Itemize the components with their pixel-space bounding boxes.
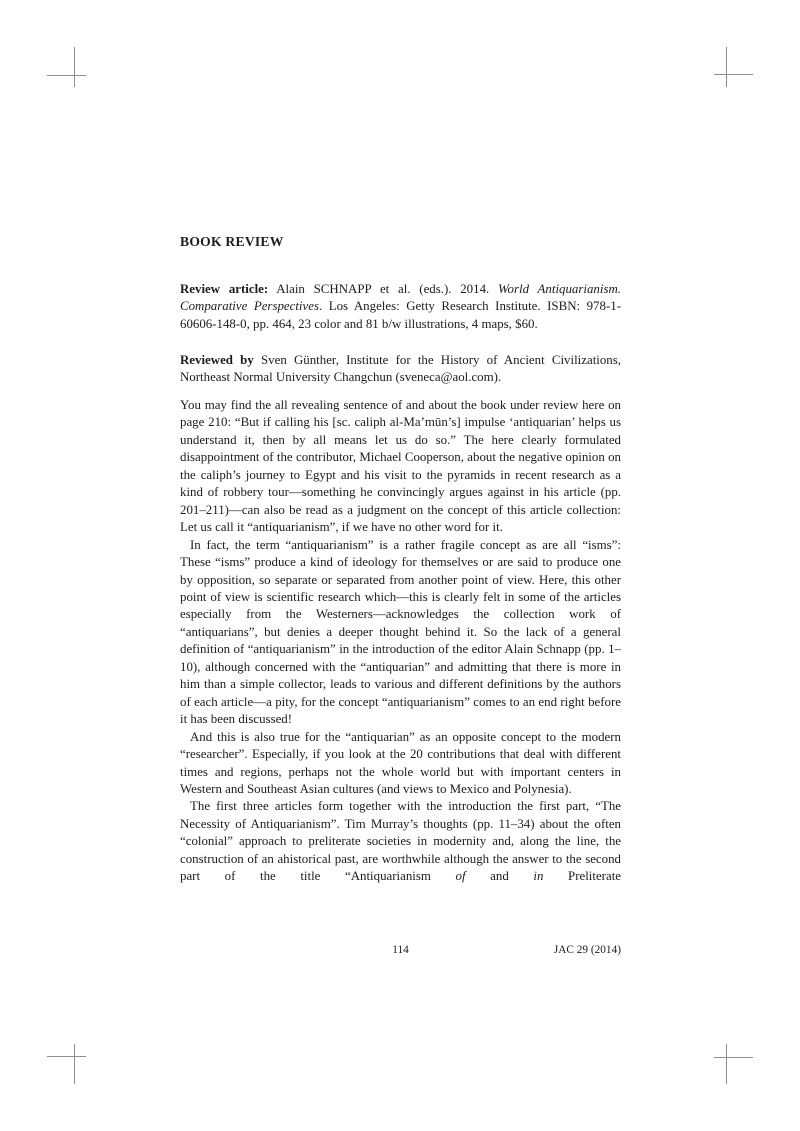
crop-mark-line [714,74,753,75]
text-run: The first three articles form together with the introduction the first part, “The Necessity of Antiquarianism”. Tim Murray’s thoughts (pp. 11–34) about the often “colonial” approach to preliterate societies in modernity and, along the line, the construction of an ahistorical past, are worthwhile although the answer to the second part of the title “Antiquarianism [180,799,621,884]
reviewer-paragraph [180,352,621,387]
page-title: BOOK REVIEW [180,234,284,249]
text-run: Reviewed by [180,353,254,367]
text-run: And this is also true for the “antiquarian” as an opposite concept to the modern “researcher”. Especially, if you look at the 20 contributions that deal with different times and regions, perhaps not the whole world but with important centers in Western and Southeast Asian cultures (and views to Mexico and Polynesia). [180,729,621,796]
text-run: You may find the all revealing sentence of and about the book under review here on page 210: “But if calling his [sc. caliph al-Ma’mūn’s] impulse ‘antiquarian’ helps us understand it, then by all means let us do so.” The here clearly formulated disappointment of the contributor, Michael Cooperson, about the negative opinion on the caliph’s journey to Egypt and his visit to the pyramids in recent research as a kind of robbery tour—something he convincingly argues against in his article (pp. 201–211)—can also be read as a judgment on the concept of this article collection: Let us call it “antiquarianism”, if we have no other word for it. [180,398,621,535]
text-run: In fact, the term “antiquarianism” is a rather fragile concept as are all “isms”: These “isms” produce a kind of ideology for themselves or are said to produce one by opposition, so separate or separated from another point of view. Here, this other point of view is scientific research which—this is clearly felt in some of the articles especially from the Westerners—acknowledges the collection work of “antiquarians”, but denies a deeper thought behind it. So the lack of a general definition of “antiquarianism” in the introduction of the editor Alain Schnapp (pp. 1–10), although concerned with the “antiquarian” and admitting that there is more in him than a simple collector, leads to various and different definitions by the authors of each article—a pity, for the concept “antiquarianism” comes to an end right before it has been discussed! [180,537,621,727]
journal-reference: JAC 29 (2014) [553,944,621,956]
crop-mark-line [47,1056,86,1057]
crop-mark-line [47,75,86,76]
text-run: in [533,869,544,884]
crop-mark-line [714,1057,753,1058]
paragraph [180,397,621,537]
crop-mark-line [74,47,75,87]
crop-mark-line [726,47,727,87]
page-number: 114 [392,944,409,956]
paragraph [180,537,621,729]
text-run: Preliterate [543,869,621,884]
paragraph [180,798,621,885]
text-run: . Los Angeles: Getty Research Institute. ISBN: 978-1-60606-148-0, pp. 464, 23 color and 81 b/w illustrations, 4 maps, $60. [180,299,621,331]
text-run: Alain SCHNAPP et al. (eds.). 2014. [268,282,498,296]
footer [180,943,621,959]
citation-paragraph [180,281,621,333]
body-paragraphs [180,397,621,886]
text-run: and [465,869,534,884]
crop-mark-line [74,1044,75,1084]
crop-mark-line [726,1044,727,1084]
text-run: World Antiquarianism. Comparative Perspectives [180,282,621,314]
text-run: Review article: [180,282,269,296]
text-run: Sven Günther, Institute for the History of Ancient Civilizations, Northeast Normal University Changchun (sveneca@aol.com). [180,353,621,385]
text-run: of [455,869,466,884]
paragraph [180,729,621,799]
